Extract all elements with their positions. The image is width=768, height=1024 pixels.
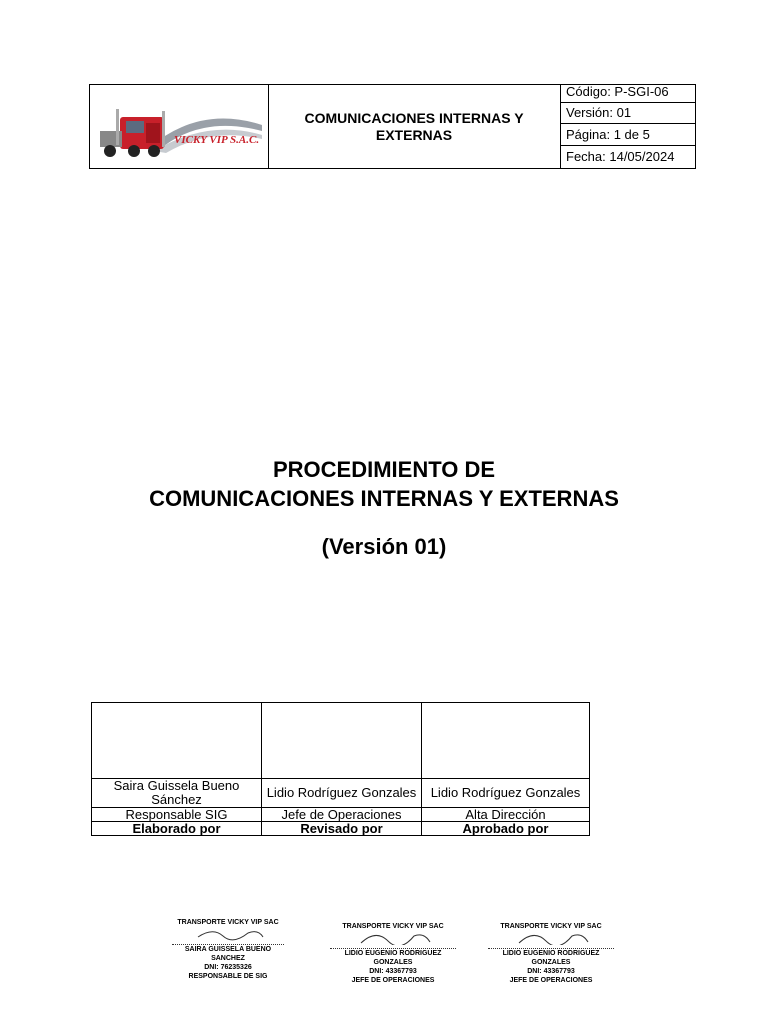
signature-scribble-icon xyxy=(168,927,288,941)
approver-action: Aprobado por xyxy=(462,820,549,836)
reviewer-name: Lidio Rodríguez Gonzales xyxy=(266,785,417,800)
doc-date: Fecha: 14/05/2024 xyxy=(566,149,675,164)
header-meta xyxy=(560,85,696,168)
header-title xyxy=(268,85,561,168)
stamp-revisado xyxy=(326,922,460,985)
stamp-company: TRANSPORTE VICKY VIP SAC xyxy=(177,919,279,926)
approver-name: Lidio Rodríguez Gonzales xyxy=(430,785,581,800)
reviewer-action: Revisado por xyxy=(300,820,383,836)
doc-page: Página: 1 de 5 xyxy=(560,125,696,146)
stamp-company: TRANSPORTE VICKY VIP SAC xyxy=(500,923,602,930)
company-logo xyxy=(90,85,269,168)
stamp-dni: DNI: 76235326 xyxy=(204,964,252,971)
stamp-role: RESPONSABLE DE SIG xyxy=(188,973,268,980)
document-title-line2: COMUNICACIONES INTERNAS Y EXTERNAS xyxy=(149,486,619,511)
stamp-role: JEFE DE OPERACIONES xyxy=(351,977,435,984)
stamp-dni: DNI: 43367793 xyxy=(369,968,417,975)
header-title-text: COMUNICACIONES INTERNAS Y EXTERNAS xyxy=(304,109,524,143)
truck-logo-icon xyxy=(90,85,268,168)
stamp-name: LIDIO EUGENIO RODRIGUEZ GONZALES xyxy=(344,950,442,966)
doc-version: Versión: 01 xyxy=(560,103,696,124)
stamp-elaborado xyxy=(168,918,288,981)
document-version: (Versión 01) xyxy=(321,534,447,559)
signer-name: Saira Guissela Bueno Sánchez xyxy=(113,778,240,807)
approver-role: Alta Dirección xyxy=(465,806,546,822)
stamp-name: SAIRA GUISSELA BUENO SANCHEZ xyxy=(184,946,272,962)
stamp-dni: DNI: 43367793 xyxy=(527,968,575,975)
stamp-role: JEFE DE OPERACIONES xyxy=(509,977,593,984)
stamp-company: TRANSPORTE VICKY VIP SAC xyxy=(342,923,444,930)
document-title-line1: PROCEDIMIENTO DE xyxy=(272,457,496,482)
stamp-aprobado xyxy=(484,922,618,985)
signer-action: Elaborado por xyxy=(132,820,221,836)
reviewer-role: Jefe de Operaciones xyxy=(281,806,402,822)
signature-table xyxy=(91,702,590,836)
signature-scribble-icon xyxy=(326,931,460,945)
signature-scribble-icon xyxy=(484,931,618,945)
doc-code: Código: P-SGI-06 xyxy=(560,82,696,103)
logo-wordmark: VICKY VIP S.A.C. xyxy=(174,134,260,146)
stamp-name: LIDIO EUGENIO RODRIGUEZ GONZALES xyxy=(502,950,600,966)
document-header-table xyxy=(89,84,696,169)
signer-role: Responsable SIG xyxy=(125,806,228,822)
